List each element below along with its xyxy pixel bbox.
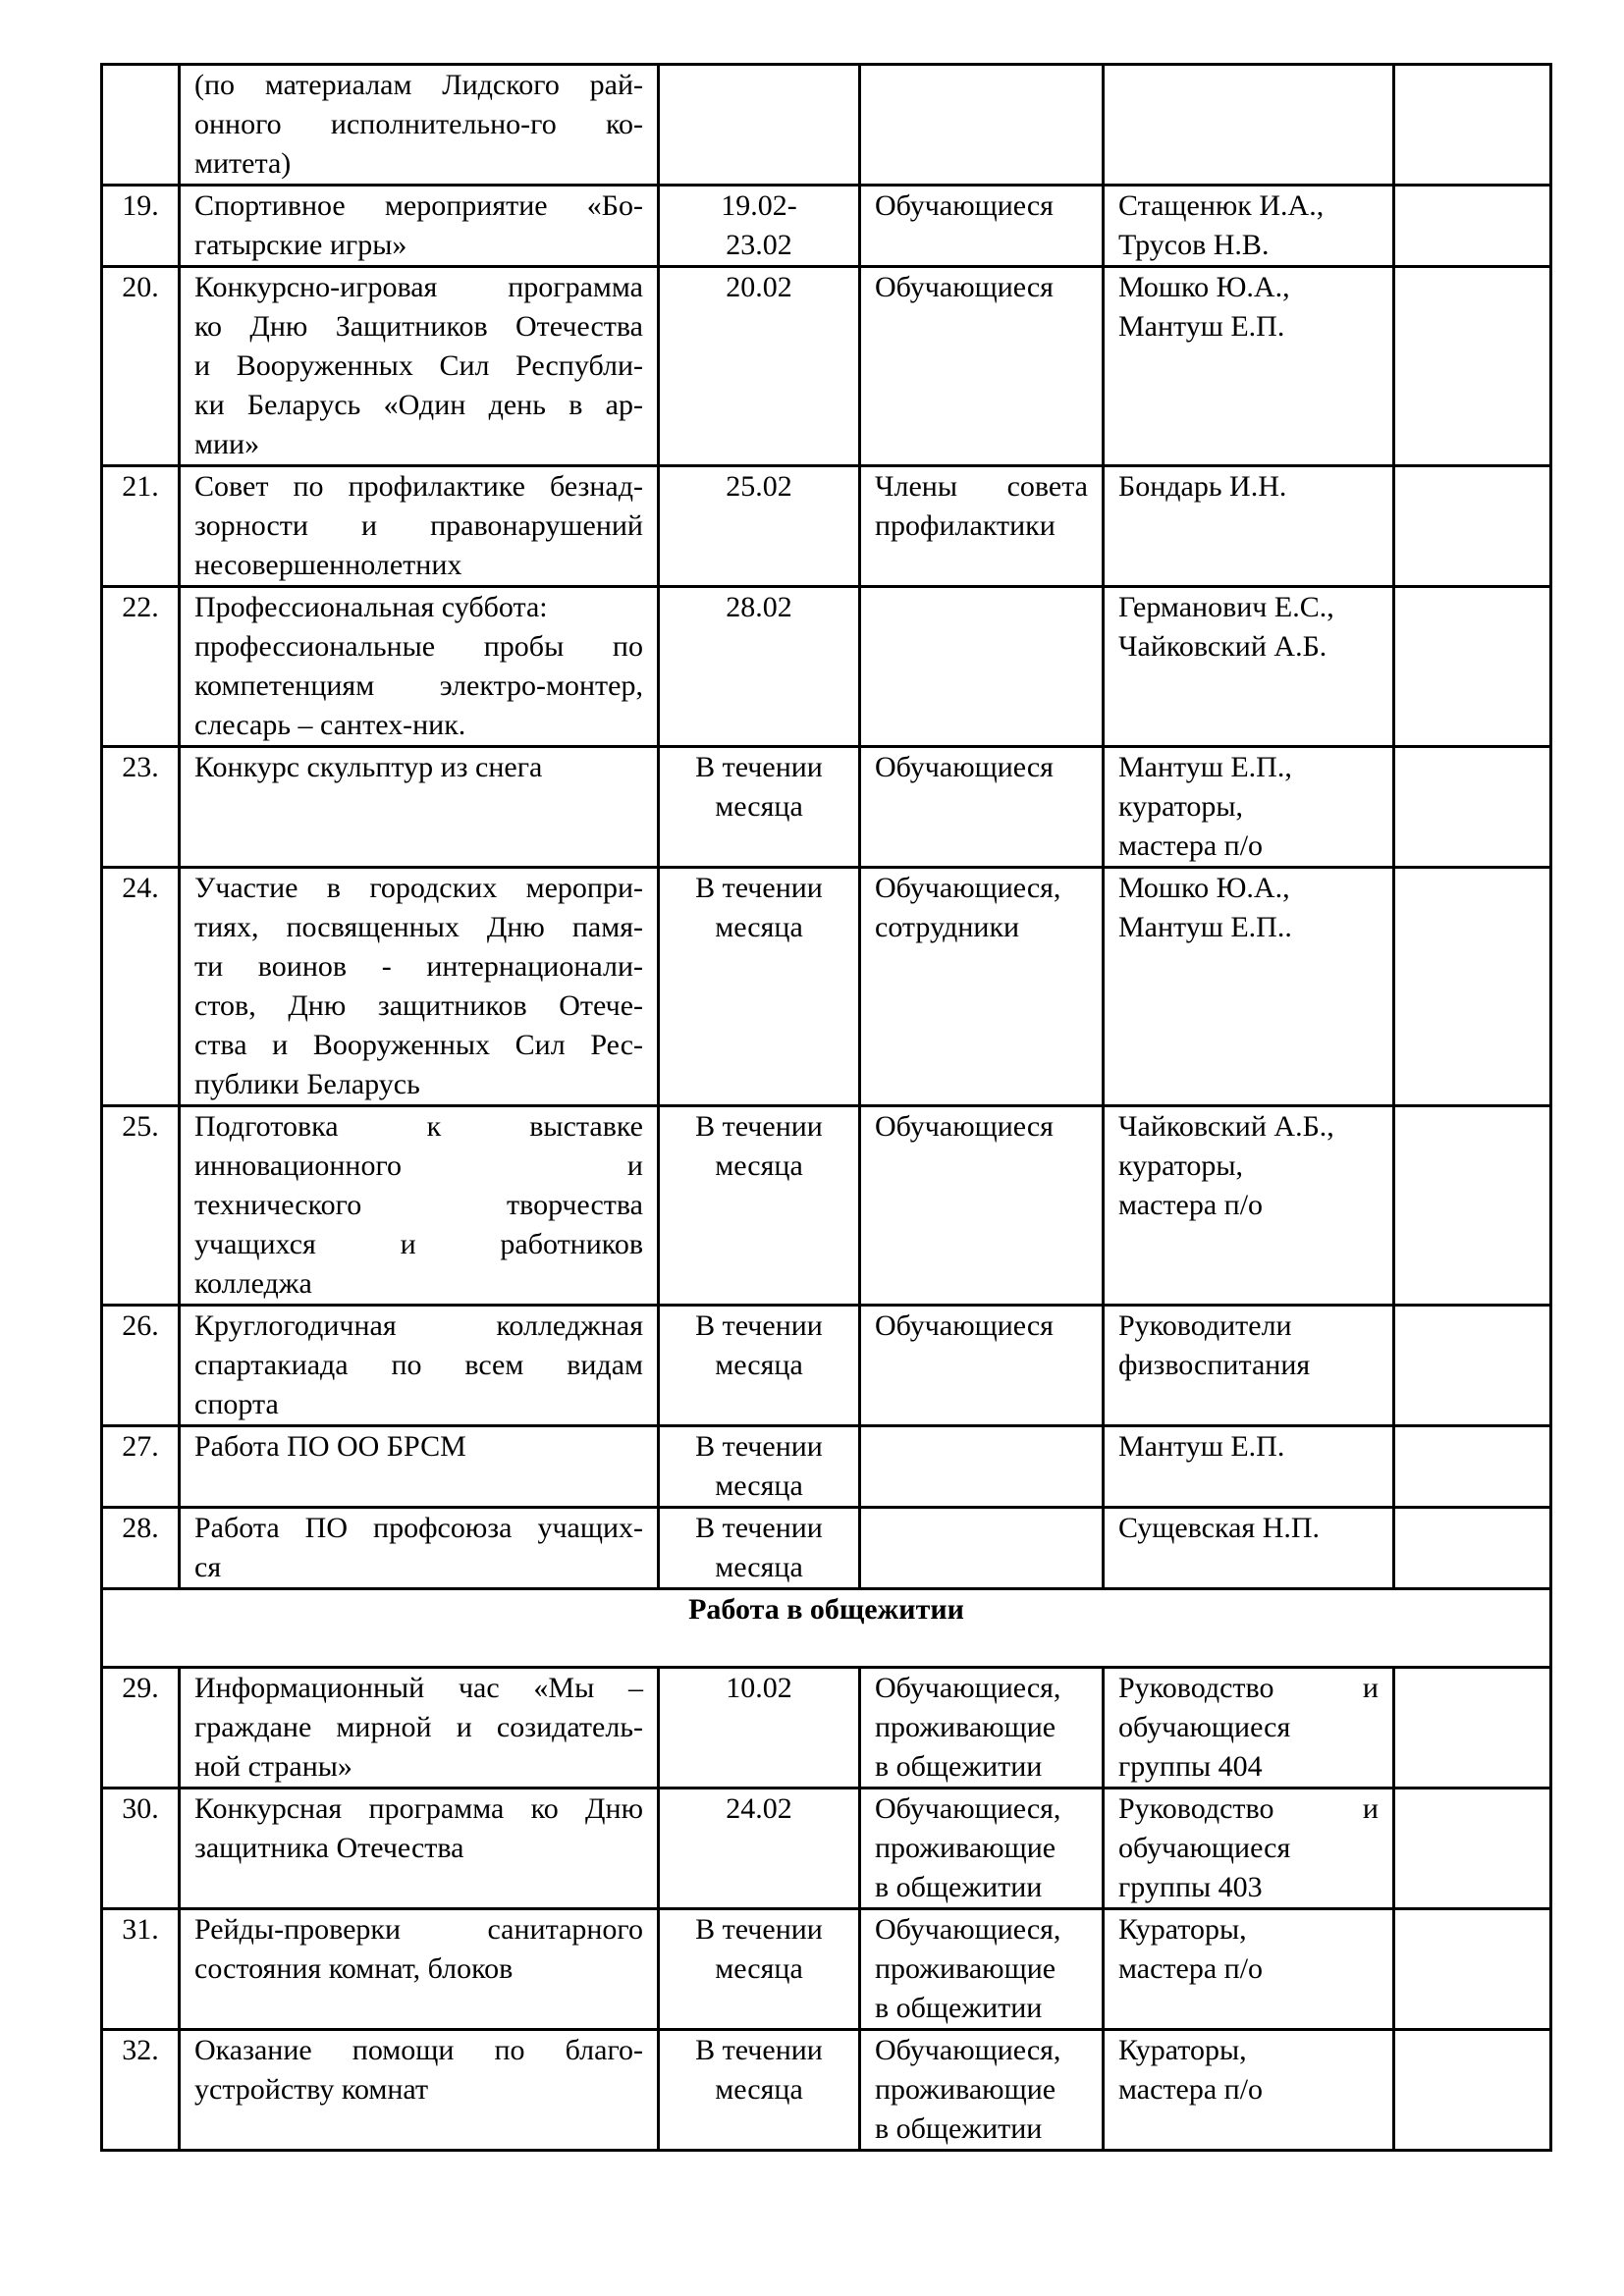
- responsible-line: кураторы,: [1118, 790, 1244, 823]
- responsible-line: Мантуш Е.П.,: [1118, 751, 1292, 783]
- note-cell: [1394, 1668, 1551, 1789]
- participants-line: профилактики: [875, 509, 1056, 542]
- event-line: инновационного и: [194, 1149, 643, 1182]
- participants-line: Обучающиеся,: [875, 1672, 1061, 1704]
- responsible-cell: [1104, 2030, 1394, 2151]
- responsible-line: Чайковский А.Б.,: [1118, 1110, 1334, 1143]
- participants-line: проживающие: [875, 1832, 1056, 1864]
- row-number: [102, 65, 180, 186]
- date-cell: [659, 1668, 860, 1789]
- event-line: компетенциям электро-монтер,: [194, 669, 643, 702]
- responsible-cell: [1104, 466, 1394, 587]
- event-line: Работа ПО профсоюза учащих-: [194, 1512, 643, 1544]
- responsible-cell: [1104, 267, 1394, 466]
- event-line: Круглогодичная колледжная: [194, 1309, 643, 1342]
- table-row: [102, 747, 1551, 868]
- responsible-line: мастера п/о: [1118, 1189, 1264, 1221]
- table-row: [102, 1508, 1551, 1589]
- participants-cell: [860, 65, 1104, 186]
- date-line: В течении: [695, 1110, 823, 1143]
- event-line: ства и Вооруженных Сил Рес-: [194, 1029, 643, 1061]
- event-cell: [180, 267, 659, 466]
- note-cell: [1394, 466, 1551, 587]
- date-line: В течении: [695, 872, 823, 904]
- event-line: несовершеннолетних: [194, 549, 462, 581]
- date-cell: [659, 267, 860, 466]
- responsible-cell: [1104, 65, 1394, 186]
- responsible-line: Руководство и: [1118, 1672, 1379, 1704]
- date-line: 19.02-: [721, 189, 797, 222]
- section-header-row: [102, 1589, 1551, 1668]
- date-line: В течении: [695, 1309, 823, 1342]
- note-cell: [1394, 267, 1551, 466]
- event-cell: [180, 1306, 659, 1426]
- participants-line: Обучающиеся,: [875, 1792, 1061, 1825]
- date-line: В течении: [695, 1913, 823, 1946]
- row-number: 24.: [102, 868, 180, 1106]
- table-row: [102, 1668, 1551, 1789]
- table-row: [102, 868, 1551, 1106]
- responsible-line: Сущевская Н.П.: [1118, 1512, 1321, 1544]
- event-line: устройству комнат: [194, 2073, 429, 2106]
- participants-line: Обучающиеся: [875, 189, 1054, 222]
- event-cell: [180, 1508, 659, 1589]
- row-number: 30.: [102, 1789, 180, 1909]
- participants-line: проживающие: [875, 2073, 1056, 2106]
- date-line: месяца: [715, 1952, 803, 1985]
- event-cell: [180, 466, 659, 587]
- responsible-line: мастера п/о: [1118, 1952, 1264, 1985]
- date-line: месяца: [715, 911, 803, 943]
- responsible-line: группы 403: [1118, 1871, 1263, 1903]
- participants-line: Обучающиеся,: [875, 1913, 1061, 1946]
- event-cell: [180, 1909, 659, 2030]
- date-line: В течении: [695, 1512, 823, 1544]
- table-row: [102, 1106, 1551, 1306]
- participants-line: Обучающиеся: [875, 1309, 1054, 1342]
- event-line: гатырские игры»: [194, 229, 407, 261]
- event-line: митета): [194, 147, 292, 180]
- date-line: В течении: [695, 1430, 823, 1463]
- date-line: 28.02: [726, 591, 792, 623]
- event-line: онного исполнительно-го ко-: [194, 108, 643, 140]
- participants-cell: [860, 2030, 1104, 2151]
- date-line: 20.02: [726, 271, 792, 303]
- event-line: ки Беларусь «Один день в ар-: [194, 389, 643, 421]
- row-number: 32.: [102, 2030, 180, 2151]
- event-line: Профессиональная суббота:: [194, 591, 548, 623]
- date-cell: [659, 1426, 860, 1508]
- date-line: месяца: [715, 790, 803, 823]
- row-number: 21.: [102, 466, 180, 587]
- event-line: ко Дню Защитников Отечества: [194, 310, 643, 343]
- responsible-line: Мошко Ю.А.,: [1118, 271, 1290, 303]
- responsible-line: Кураторы,: [1118, 2034, 1247, 2066]
- date-cell: [659, 186, 860, 267]
- participants-line: Обучающиеся: [875, 751, 1054, 783]
- event-line: и Вооруженных Сил Республи-: [194, 349, 643, 382]
- responsible-line: Мантуш Е.П..: [1118, 911, 1292, 943]
- responsible-line: группы 404: [1118, 1750, 1263, 1783]
- responsible-line: Мантуш Е.П.: [1118, 1430, 1285, 1463]
- responsible-cell: [1104, 186, 1394, 267]
- responsible-line: обучающиеся: [1118, 1711, 1291, 1743]
- table-row: [102, 267, 1551, 466]
- note-cell: [1394, 2030, 1551, 2151]
- participants-line: Обучающиеся,: [875, 872, 1061, 904]
- table-row: [102, 587, 1551, 747]
- note-cell: [1394, 868, 1551, 1106]
- event-line: Оказание помощи по благо-: [194, 2034, 643, 2066]
- responsible-cell: [1104, 1508, 1394, 1589]
- event-line: колледжа: [194, 1267, 312, 1300]
- date-line: месяца: [715, 1349, 803, 1381]
- row-number: 27.: [102, 1426, 180, 1508]
- participants-line: Обучающиеся,: [875, 2034, 1061, 2066]
- responsible-line: обучающиеся: [1118, 1832, 1291, 1864]
- participants-cell: [860, 1789, 1104, 1909]
- date-cell: [659, 2030, 860, 2151]
- participants-cell: [860, 466, 1104, 587]
- table-row: [102, 1789, 1551, 1909]
- responsible-line: Бондарь И.Н.: [1118, 470, 1287, 503]
- responsible-line: Мантуш Е.П.: [1118, 310, 1285, 343]
- table-row: [102, 1426, 1551, 1508]
- event-cell: [180, 1789, 659, 1909]
- event-line: (по материалам Лидского рай-: [194, 69, 643, 101]
- date-cell: [659, 1306, 860, 1426]
- event-line: Информационный час «Мы –: [194, 1672, 643, 1704]
- event-line: Спортивное мероприятие «Бо-: [194, 189, 643, 222]
- note-cell: [1394, 1909, 1551, 2030]
- date-line: 24.02: [726, 1792, 792, 1825]
- responsible-line: мастера п/о: [1118, 2073, 1264, 2106]
- date-cell: [659, 1508, 860, 1589]
- event-line: ной страны»: [194, 1750, 352, 1783]
- table-row: [102, 186, 1551, 267]
- date-line: 10.02: [726, 1672, 792, 1704]
- date-cell: [659, 868, 860, 1106]
- note-cell: [1394, 65, 1551, 186]
- event-line: Совет по профилактике безнад-: [194, 470, 643, 503]
- participants-cell: [860, 267, 1104, 466]
- participants-line: в общежитии: [875, 1750, 1043, 1783]
- event-line: профессиональные пробы по: [194, 630, 643, 663]
- note-cell: [1394, 747, 1551, 868]
- participants-cell: [860, 1106, 1104, 1306]
- event-line: Работа ПО ОО БРСМ: [194, 1430, 466, 1463]
- row-number: 29.: [102, 1668, 180, 1789]
- table-row: [102, 2030, 1551, 2151]
- responsible-cell: [1104, 1789, 1394, 1909]
- event-line: ся: [194, 1551, 222, 1583]
- participants-cell: [860, 868, 1104, 1106]
- date-line: 23.02: [726, 229, 792, 261]
- event-line: Участие в городских меропри-: [194, 872, 643, 904]
- event-line: ти воинов - интернационали-: [194, 950, 643, 983]
- date-cell: [659, 747, 860, 868]
- date-cell: [659, 1909, 860, 2030]
- responsible-cell: [1104, 1306, 1394, 1426]
- responsible-cell: [1104, 1909, 1394, 2030]
- row-number: 19.: [102, 186, 180, 267]
- responsible-line: Руководители: [1118, 1309, 1292, 1342]
- participants-cell: [860, 1508, 1104, 1589]
- date-line: 25.02: [726, 470, 792, 503]
- event-line: Конкурс скульптур из снега: [194, 751, 543, 783]
- event-cell: [180, 587, 659, 747]
- responsible-cell: [1104, 1426, 1394, 1508]
- event-line: Рейды-проверки санитарного: [194, 1913, 643, 1946]
- row-number: 25.: [102, 1106, 180, 1306]
- date-cell: [659, 1789, 860, 1909]
- participants-cell: [860, 1909, 1104, 2030]
- participants-cell: [860, 1668, 1104, 1789]
- participants-line: проживающие: [875, 1952, 1056, 1985]
- table-row: [102, 466, 1551, 587]
- responsible-cell: [1104, 868, 1394, 1106]
- row-number: 22.: [102, 587, 180, 747]
- responsible-line: Германович Е.С.,: [1118, 591, 1334, 623]
- event-cell: [180, 2030, 659, 2151]
- responsible-line: физвоспитания: [1118, 1349, 1311, 1381]
- event-line: состояния комнат, блоков: [194, 1952, 514, 1985]
- note-cell: [1394, 1789, 1551, 1909]
- responsible-line: Кураторы,: [1118, 1913, 1247, 1946]
- row-number: 26.: [102, 1306, 180, 1426]
- event-line: граждане мирной и созидатель-: [194, 1711, 643, 1743]
- responsible-line: кураторы,: [1118, 1149, 1244, 1182]
- event-cell: [180, 186, 659, 267]
- participants-cell: [860, 1426, 1104, 1508]
- participants-line: проживающие: [875, 1711, 1056, 1743]
- participants-cell: [860, 587, 1104, 747]
- event-cell: [180, 868, 659, 1106]
- date-cell: [659, 65, 860, 186]
- row-number: 31.: [102, 1909, 180, 2030]
- row-number: 20.: [102, 267, 180, 466]
- event-line: Конкурсная программа ко Дню: [194, 1792, 643, 1825]
- event-line: технического творчества: [194, 1189, 643, 1221]
- date-line: В течении: [695, 751, 823, 783]
- participants-cell: [860, 1306, 1104, 1426]
- date-cell: [659, 587, 860, 747]
- table-row-continuation: [102, 65, 1551, 186]
- section-title: Работа в общежитии: [102, 1589, 1551, 1668]
- participants-line: Члены совета: [875, 470, 1088, 503]
- event-cell: [180, 747, 659, 868]
- responsible-cell: [1104, 587, 1394, 747]
- note-cell: [1394, 1306, 1551, 1426]
- responsible-cell: [1104, 1106, 1394, 1306]
- events-plan-table: [100, 63, 1552, 2152]
- event-line: спартакиада по всем видам: [194, 1349, 643, 1381]
- event-line: зорности и правонарушений: [194, 509, 643, 542]
- event-cell: [180, 65, 659, 186]
- event-line: Конкурсно-игровая программа: [194, 271, 643, 303]
- date-line: месяца: [715, 2073, 803, 2106]
- responsible-line: Трусов Н.В.: [1118, 229, 1270, 261]
- row-number: 23.: [102, 747, 180, 868]
- event-line: слесарь – сантех-ник.: [194, 709, 466, 741]
- date-cell: [659, 466, 860, 587]
- note-cell: [1394, 1426, 1551, 1508]
- responsible-line: Мошко Ю.А.,: [1118, 872, 1290, 904]
- table-row: [102, 1909, 1551, 2030]
- event-line: публики Беларусь: [194, 1068, 420, 1100]
- responsible-line: Руководство и: [1118, 1792, 1379, 1825]
- participants-line: в общежитии: [875, 2112, 1043, 2145]
- event-line: стов, Дню защитников Отече-: [194, 989, 643, 1022]
- date-cell: [659, 1106, 860, 1306]
- participants-line: в общежитии: [875, 1871, 1043, 1903]
- note-cell: [1394, 587, 1551, 747]
- note-cell: [1394, 186, 1551, 267]
- event-cell: [180, 1668, 659, 1789]
- event-line: тиях, посвященных Дню памя-: [194, 911, 643, 943]
- responsible-cell: [1104, 747, 1394, 868]
- event-line: защитника Отечества: [194, 1832, 464, 1864]
- participants-line: Обучающиеся: [875, 271, 1054, 303]
- responsible-line: Стащенюк И.А.,: [1118, 189, 1325, 222]
- responsible-cell: [1104, 1668, 1394, 1789]
- row-number: 28.: [102, 1508, 180, 1589]
- event-line: спорта: [194, 1388, 279, 1420]
- responsible-line: мастера п/о: [1118, 829, 1264, 862]
- participants-line: сотрудники: [875, 911, 1020, 943]
- date-line: месяца: [715, 1551, 803, 1583]
- participants-line: Обучающиеся: [875, 1110, 1054, 1143]
- note-cell: [1394, 1106, 1551, 1306]
- date-line: В течении: [695, 2034, 823, 2066]
- date-line: месяца: [715, 1149, 803, 1182]
- event-line: Подготовка к выставке: [194, 1110, 643, 1143]
- table-row: [102, 1306, 1551, 1426]
- note-cell: [1394, 1508, 1551, 1589]
- event-cell: [180, 1106, 659, 1306]
- date-line: месяца: [715, 1469, 803, 1502]
- responsible-line: Чайковский А.Б.: [1118, 630, 1327, 663]
- participants-cell: [860, 186, 1104, 267]
- event-line: мии»: [194, 428, 260, 460]
- event-line: учащихся и работников: [194, 1228, 643, 1260]
- participants-line: в общежитии: [875, 1992, 1043, 2024]
- participants-cell: [860, 747, 1104, 868]
- event-cell: [180, 1426, 659, 1508]
